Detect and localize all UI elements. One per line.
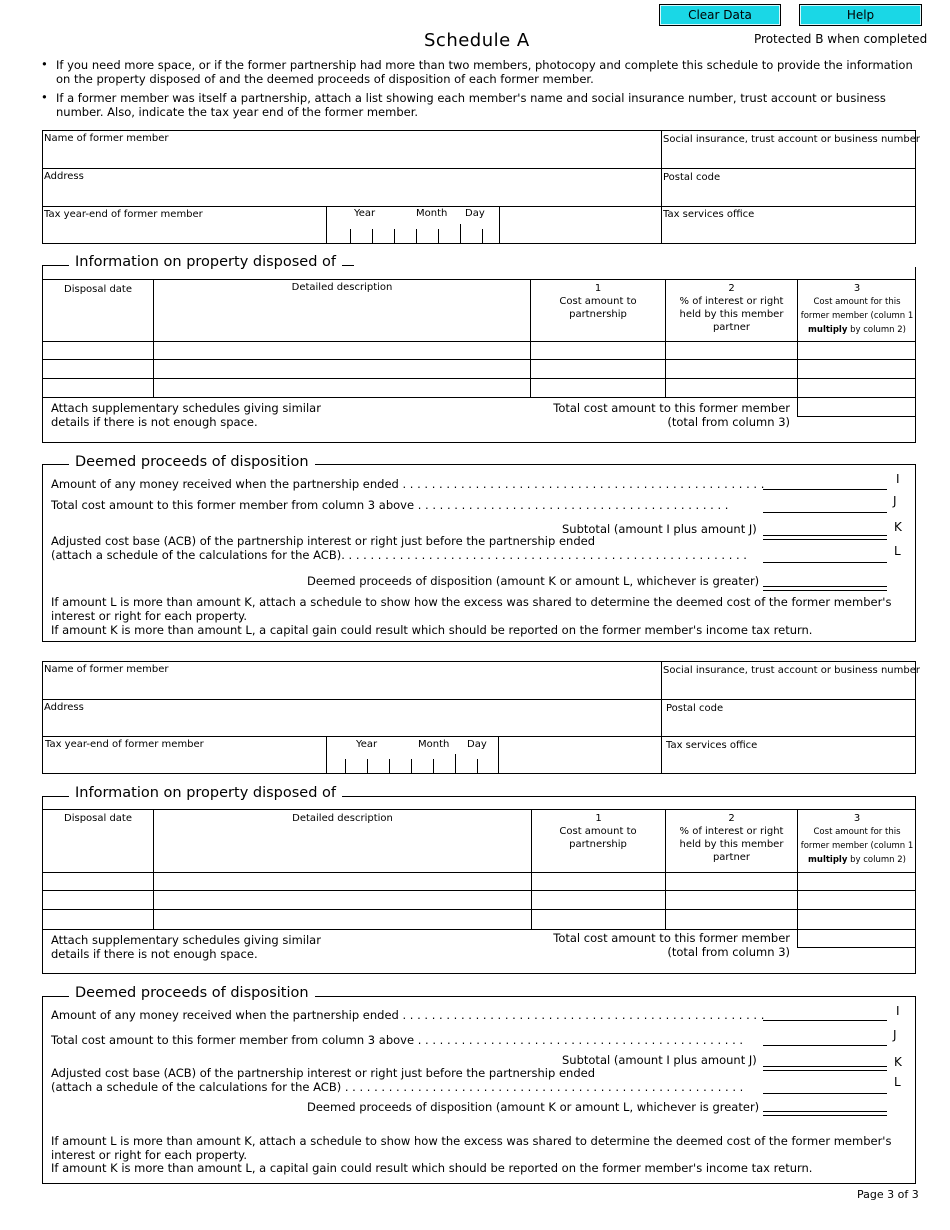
col-description: Detailed description	[291, 282, 393, 293]
col-description: Detailed description	[292, 813, 393, 824]
total-sublabel: (total from column 3)	[667, 415, 790, 429]
bullet-icon: •	[41, 90, 48, 104]
amount-i-field[interactable]	[763, 489, 887, 490]
acb-line-2: (attach a schedule of the calculations for the ACB). . . . . . . . . . . . . . . . . . . . . . . . . . . . . . . . . . . . . . . . . . . . . . . . . . . . . . . .	[51, 548, 747, 562]
col1-number: 1	[594, 283, 602, 294]
postal-code-label: Postal code	[663, 172, 721, 183]
attach-note: Attach supplementary schedules giving similar details if there is not enough space.	[51, 401, 321, 429]
tax-services-office-field[interactable]	[662, 753, 915, 773]
deemed-proceeds-field[interactable]	[763, 586, 887, 591]
page-number: Page 3 of 3	[857, 1188, 919, 1201]
note-capital-gain: If amount K is more than amount L, a capital gain could result which should be reported on the former member's income tax return.	[51, 1161, 813, 1175]
name-label: Name of former member	[44, 133, 169, 144]
letter-l: L	[894, 1075, 901, 1089]
col1-label: Cost amount to partnership	[559, 826, 637, 850]
letter-i: I	[896, 1004, 900, 1018]
amount-l-field[interactable]	[763, 562, 887, 563]
address-label: Address	[44, 702, 84, 713]
total-field[interactable]	[798, 398, 915, 415]
property-section-title: Information on property disposed of	[69, 785, 342, 801]
name-field[interactable]	[43, 146, 660, 167]
sin-field[interactable]	[662, 678, 915, 698]
amount-j-field[interactable]	[763, 1045, 887, 1046]
page-title: Schedule A	[424, 30, 530, 51]
tax-services-office-field[interactable]	[662, 222, 915, 243]
protected-label: Protected B when completed	[754, 32, 928, 46]
amount-k-field[interactable]	[763, 535, 887, 540]
letter-l: L	[894, 544, 901, 558]
col1-number: 1	[595, 813, 602, 824]
date-field[interactable]	[350, 226, 485, 243]
tax-services-office-label: Tax services office	[666, 740, 758, 751]
day-label: Day	[467, 739, 487, 750]
address-field[interactable]	[43, 184, 660, 205]
month-label: Month	[418, 739, 450, 750]
instruction-2: If a former member was itself a partnership, attach a list showing each member's name and social insurance number, trust account or business number. Also, indicate the tax year end of the former member.	[56, 91, 886, 119]
line-j: Total cost amount to this former member from column 3 above . . . . . . . . . . . . . . . . . . . . . . . . . . . . . . . . . . . . . . . . . . .	[51, 498, 729, 512]
note-capital-gain: If amount K is more than amount L, a capital gain could result which should be reported on the former member's income tax return.	[51, 623, 813, 637]
date-field[interactable]	[345, 756, 480, 773]
tax-year-end-label: Tax year-end of former member	[45, 739, 204, 750]
col-disposal-date: Disposal date	[64, 813, 132, 824]
property-section-title: Information on property disposed of	[69, 254, 342, 270]
note-excess: If amount L is more than amount K, attach a schedule to show how the excess was shared to determine the deemed cost of the former member's interest or right for each property.	[51, 595, 892, 623]
instruction-1: If you need more space, or if the former partnership had more than two members, photocopy and complete this schedule to provide the information on the property disposed of and the deemed proceeds of disposition of each former member.	[56, 58, 913, 86]
col3-label: Cost amount for this former member (column 1 multiply by column 2)	[800, 827, 914, 865]
amount-j-field[interactable]	[763, 512, 887, 513]
property-rows[interactable]	[43, 873, 915, 929]
name-field[interactable]	[43, 677, 660, 698]
postal-code-field[interactable]	[662, 185, 915, 205]
month-label: Month	[416, 208, 448, 219]
col3-number: 3	[853, 283, 861, 294]
amount-l-field[interactable]	[763, 1093, 887, 1094]
deemed-proceeds-field[interactable]	[763, 1111, 887, 1116]
day-label: Day	[465, 208, 485, 219]
postal-code-field[interactable]	[662, 716, 915, 735]
col1-label: Cost amount to partnership	[559, 296, 637, 320]
deemed-proceeds-label: Deemed proceeds of disposition (amount K or amount L, whichever is greater)	[307, 574, 760, 588]
acb-line-1: Adjusted cost base (ACB) of the partnership interest or right just before the partnership ended	[51, 534, 595, 548]
bullet-icon: •	[41, 57, 48, 71]
clear-data-button[interactable]: Clear Data	[659, 4, 781, 26]
line-i: Amount of any money received when the partnership ended . . . . . . . . . . . . . . . . . . . . . . . . . . . . . . . . . . . . . . . . . . . . . . . . . .	[51, 1008, 765, 1022]
address-label: Address	[44, 171, 84, 182]
line-i: Amount of any money received when the partnership ended . . . . . . . . . . . . . . . . . . . . . . . . . . . . . . . . . . . . . . . . . . . . . . . . . .	[51, 477, 765, 491]
note-excess: If amount L is more than amount K, attach a schedule to show how the excess was shared to determine the deemed cost of the former member's interest or right for each property.	[51, 1134, 892, 1162]
line-j: Total cost amount to this former member from column 3 above . . . . . . . . . . . . . . . . . . . . . . . . . . . . . . . . . . . . . . . . . . . . .	[51, 1033, 744, 1047]
total-label: Total cost amount to this former member	[553, 931, 790, 945]
total-field[interactable]	[798, 930, 915, 946]
letter-i: I	[896, 472, 900, 486]
sin-label: Social insurance, trust account or business number	[663, 665, 920, 676]
total-sublabel: (total from column 3)	[667, 945, 790, 959]
tax-services-office-label: Tax services office	[663, 209, 755, 220]
amount-i-field[interactable]	[763, 1020, 887, 1021]
letter-k: K	[894, 520, 902, 534]
col3-number: 3	[853, 813, 861, 824]
tax-year-end-label: Tax year-end of former member	[44, 209, 203, 220]
col2-number: 2	[728, 813, 735, 824]
deemed-section-title: Deemed proceeds of disposition	[69, 454, 315, 470]
deemed-proceeds-label: Deemed proceeds of disposition (amount K or amount L, whichever is greater)	[307, 1100, 760, 1114]
letter-j: J	[893, 1028, 897, 1042]
subtotal-label: Subtotal (amount I plus amount J)	[562, 522, 757, 536]
col2-label: % of interest or right held by this member partner	[679, 296, 784, 333]
total-label: Total cost amount to this former member	[553, 401, 790, 415]
acb-line-1: Adjusted cost base (ACB) of the partnership interest or right just before the partnership ended	[51, 1066, 595, 1080]
deemed-section-title: Deemed proceeds of disposition	[69, 985, 315, 1001]
letter-j: J	[893, 494, 897, 508]
address-field[interactable]	[43, 715, 660, 735]
col3-label: Cost amount for this former member (column 1 multiply by column 2)	[800, 297, 914, 335]
name-label: Name of former member	[44, 664, 169, 675]
subtotal-label: Subtotal (amount I plus amount J)	[562, 1053, 757, 1067]
help-button[interactable]: Help	[799, 4, 922, 26]
sin-label: Social insurance, trust account or business number	[663, 134, 920, 145]
sin-field[interactable]	[662, 147, 915, 167]
property-rows[interactable]	[43, 342, 915, 397]
attach-note: Attach supplementary schedules giving similar details if there is not enough space.	[51, 933, 321, 961]
postal-code-label: Postal code	[666, 703, 724, 714]
amount-k-field[interactable]	[763, 1066, 887, 1071]
letter-k: K	[894, 1055, 902, 1069]
year-label: Year	[354, 208, 376, 219]
col-disposal-date: Disposal date	[64, 284, 132, 295]
acb-line-2: (attach a schedule of the calculations for the ACB) . . . . . . . . . . . . . . . . . . . . . . . . . . . . . . . . . . . . . . . . . . . . . . . . . . . . . . .	[51, 1080, 744, 1094]
col2-number: 2	[728, 283, 735, 294]
year-label: Year	[356, 739, 378, 750]
col2-label: % of interest or right held by this member partner	[679, 826, 784, 863]
